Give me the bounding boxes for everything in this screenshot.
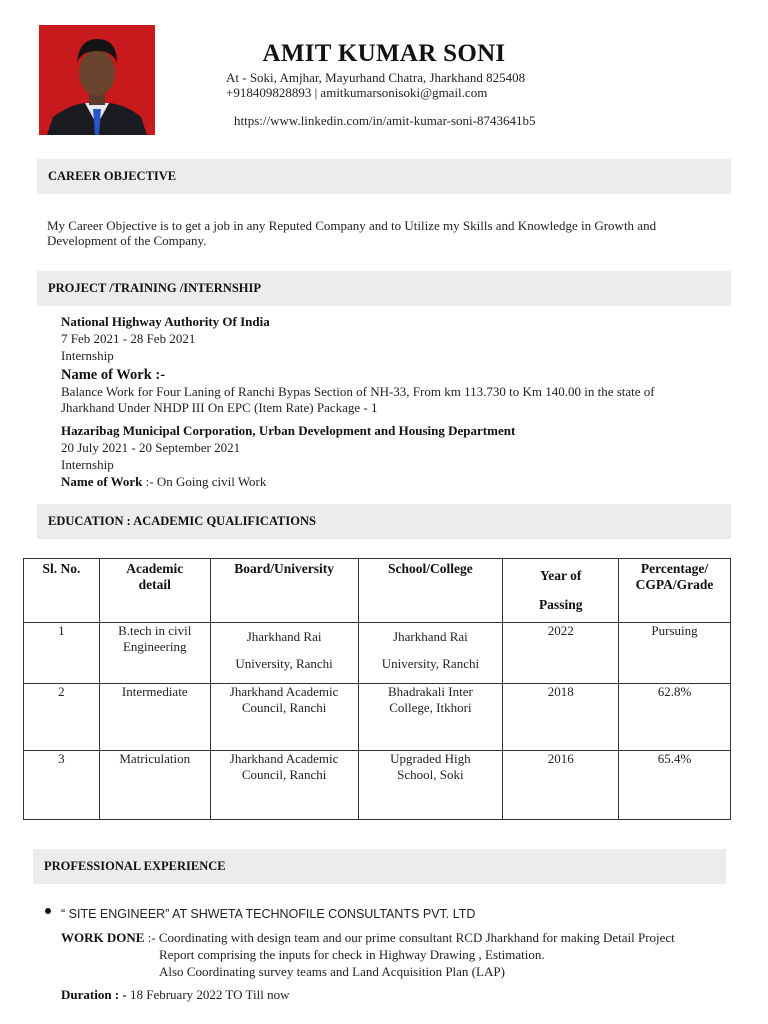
cell-grade: 62.8%	[619, 684, 731, 751]
cell-year: 2016	[503, 751, 619, 820]
project-1-work-label: Name of Work :-	[61, 367, 166, 383]
education-table	[23, 558, 731, 820]
projects-section	[37, 271, 731, 306]
cell-grade: Pursuing	[619, 623, 731, 684]
work-done-line-3: Also Coordinating survey teams and Land Acquisition Plan (LAP)	[159, 964, 505, 979]
cell-school: Bhadrakali Inter College, Itkhori	[358, 684, 503, 751]
project-1-type: Internship	[61, 348, 114, 363]
cell-detail: Matriculation	[99, 751, 210, 820]
project-1-work-line-1: Balance Work for Four Laning of Ranchi Bypas Section of NH-33, From km 113.730 to Km 140.00 in the state of	[61, 384, 655, 399]
project-2-work	[61, 474, 266, 490]
work-done-line-1: WORK DONE :- Coordinating with design team and our prime consultant RCD Jharkhand for making Detail Project	[61, 930, 675, 945]
table-row	[24, 623, 731, 684]
cell-board: Jharkhand Rai University, Ranchi	[210, 623, 358, 684]
project-1-org: National Highway Authority Of India	[61, 314, 270, 329]
header-percentage: Percentage/ CGPA/Grade	[619, 559, 731, 623]
cell-board: Jharkhand Academic Council, Ranchi	[210, 684, 358, 751]
work-done-line-2: Report comprising the inputs for check in Highway Drawing , Estimation.	[159, 947, 545, 962]
project-1-work-line-2: Jharkhand Under NHDP III On EPC (Item Rate) Package - 1	[61, 400, 378, 415]
project-2-org: Hazaribag Municipal Corporation, Urban Development and Housing Department	[61, 423, 516, 438]
header-academic: Academic detail	[99, 559, 210, 623]
table-row	[24, 751, 731, 820]
cell-school: Upgraded High School, Soki	[358, 751, 503, 820]
duration-label: Duration : -	[61, 987, 127, 1002]
cell-sl: 3	[24, 751, 100, 820]
bullet-icon	[45, 908, 51, 914]
cell-year: 2018	[503, 684, 619, 751]
header-sl: Sl. No.	[24, 559, 100, 623]
project-2-dates: 20 July 2021 - 20 September 2021	[61, 440, 241, 455]
cell-board: Jharkhand Academic Council, Ranchi	[210, 751, 358, 820]
experience-role: “ SITE ENGINEER” AT SHWETA TECHNOFILE CONSULTANTS PVT. LTD	[61, 907, 476, 921]
section-heading: PROFESSIONAL EXPERIENCE	[44, 859, 226, 873]
experience-section	[33, 849, 726, 884]
cell-grade: 65.4%	[619, 751, 731, 820]
linkedin-link[interactable]: https://www.linkedin.com/in/amit-kumar-soni-8743641b5	[234, 113, 536, 128]
table-row	[24, 684, 731, 751]
cell-sl: 2	[24, 684, 100, 751]
cell-detail: Intermediate	[99, 684, 210, 751]
cell-detail: B.tech in civil Engineering	[99, 623, 210, 684]
project-1-dates: 7 Feb 2021 - 28 Feb 2021	[61, 331, 196, 346]
career-objective-section	[37, 159, 731, 194]
table-header-row	[24, 559, 731, 623]
candidate-name: AMIT KUMAR SONI	[262, 40, 506, 67]
section-heading: EDUCATION : ACADEMIC QUALIFICATIONS	[48, 514, 316, 528]
header-year: Year of Passing	[503, 559, 619, 623]
header-board: Board/University	[210, 559, 358, 623]
career-objective-line-2: Development of the Company.	[47, 233, 207, 248]
duration-line: Duration : - 18 February 2022 TO Till now	[61, 987, 290, 1002]
project-2-type: Internship	[61, 457, 114, 472]
project-2-work-label: Name of Work	[61, 474, 143, 489]
section-heading: PROJECT /TRAINING /INTERNSHIP	[48, 281, 262, 295]
cell-sl: 1	[24, 623, 100, 684]
education-section	[37, 504, 731, 539]
header-school: School/College	[358, 559, 503, 623]
project-2-work-value: :- On Going civil Work	[142, 474, 267, 489]
career-objective-line-1: My Career Objective is to get a job in any Reputed Company and to Utilize my Skills and Knowledge in Growth and	[47, 218, 657, 233]
address-text: At - Soki, Amjhar, Mayurhand Chatra, Jharkhand 825408	[226, 70, 526, 85]
cell-school: Jharkhand Rai University, Ranchi	[358, 623, 503, 684]
cell-year: 2022	[503, 623, 619, 684]
work-done-label: WORK DONE	[61, 930, 145, 945]
phone-email-text[interactable]: +918409828893 | amitkumarsonisoki@gmail.com	[226, 85, 488, 100]
section-heading: CAREER OBJECTIVE	[48, 169, 177, 183]
